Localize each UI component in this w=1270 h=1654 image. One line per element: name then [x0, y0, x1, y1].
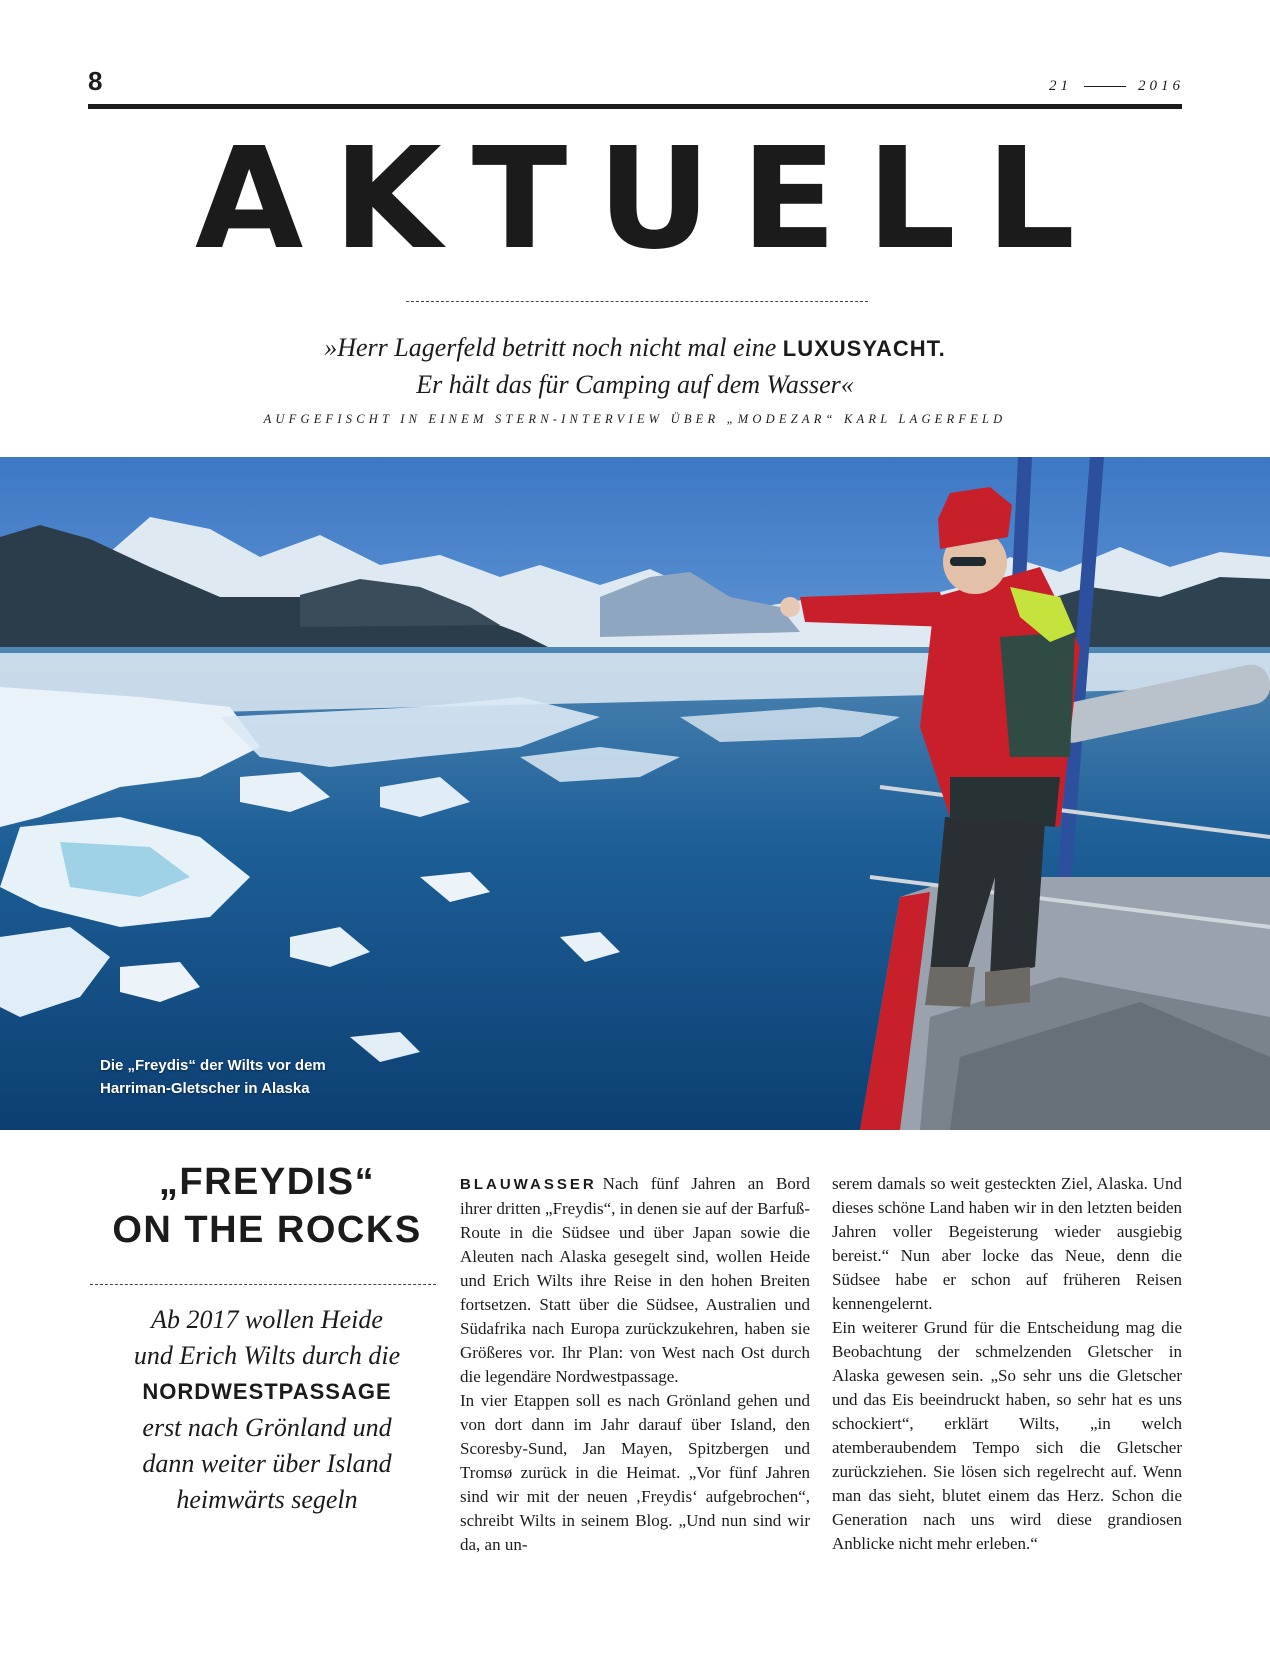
issue-year: 2016 — [1138, 78, 1184, 94]
top-rule — [88, 104, 1182, 109]
headline-divider — [90, 1284, 436, 1285]
body-paragraph: In vier Etappen soll es nach Grönland gehen und von dort dann im Jahr darauf über Island, den Scoresby-Sund, Jan Mayen, Spitzbergen und Tromsø zurück in die Heimat. „Vor fünf Jahren sind wir mit der neuen ‚Freydis‘ aufgebrochen“, schreibt Wilts in seinem Blog. „Und nun sind wir da, an un- — [460, 1391, 810, 1554]
body-paragraph: Ein weiterer Grund für die Entscheidung mag die Beobachtung der schmelzenden Gletscher in Alaska gewesen sein. „So sehr uns die Gletscher und das Eis beeindruckt haben, so sehr hat es uns schockiert“, erklärt Wilts, „in welch atemberaubendem Tempo sich die Gletscher zurückziehen. Sie lösen sich regelrecht auf. Wenn man das sieht, blutet einem das Herz. Schon die Generation nach uns wird diese grandiosen Anblicke nicht mehr erleben.“ — [832, 1318, 1182, 1553]
section-title: AKTUELL — [194, 118, 1106, 281]
pull-quote-line-1: »Herr Lagerfeld betritt noch nicht mal eine LUXUSYACHT. — [324, 333, 946, 362]
article-teaser: Ab 2017 wollen Heide und Erich Wilts durch die NORDWESTPASSAGE erst nach Grönland und dann weiter über Island heimwärts segeln — [133, 1305, 401, 1514]
issue-date — [1049, 76, 1184, 96]
page-number: 8 — [88, 66, 103, 96]
quote-source: AUFGEFISCHT IN EINEM STERN-INTERVIEW ÜBER „MODEZAR“ KARL LAGERFELD — [263, 412, 1007, 426]
body-paragraph: serem damals so weit gesteckten Ziel, Alaska. Und dieses schöne Land haben wir in den letzten beiden Jahren voller Begeisterung wieder ausgiebig bereist.“ Nun aber locke das Neue, denn die Südsee habe er schon auf früheren Reisen kennengelernt. — [832, 1174, 1182, 1313]
article-column-1 — [460, 1172, 810, 1557]
kicker: BLAUWASSER — [460, 1176, 597, 1193]
pull-quote-line-2: Er hält das für Camping auf dem Wasser« — [416, 370, 854, 399]
issue-number: 21 — [1049, 78, 1072, 94]
article-headline: „FREYDIS“ ON THE ROCKS — [112, 1161, 422, 1251]
photo-sailing-glacier — [0, 457, 1270, 1130]
pull-quote — [0, 330, 1270, 403]
dashed-divider — [406, 301, 868, 302]
issue-dash — [1084, 86, 1126, 87]
photo-caption: Die „Freydis“ der Wilts vor dem Harriman-Gletscher in Alaska — [100, 1057, 326, 1097]
body-paragraph: BLAUWASSER Nach fünf Jahren an Bord ihrer dritten „Freydis“, in denen sie auf der Barfuß-Route in die Südsee und über Japan sowie die Aleuten nach Alaska gesegelt sind, wollen Heide und Erich Wilts ihre Reise in den hohen Breiten fortsetzen. Statt über die Südsee, Australien und Südafrika nach Europa zurückzukehren, haben sie Größeres vor. Ihr Plan: von West nach Ost durch die legendäre Nordwestpassage. — [460, 1174, 810, 1386]
article-column-2 — [832, 1172, 1182, 1556]
